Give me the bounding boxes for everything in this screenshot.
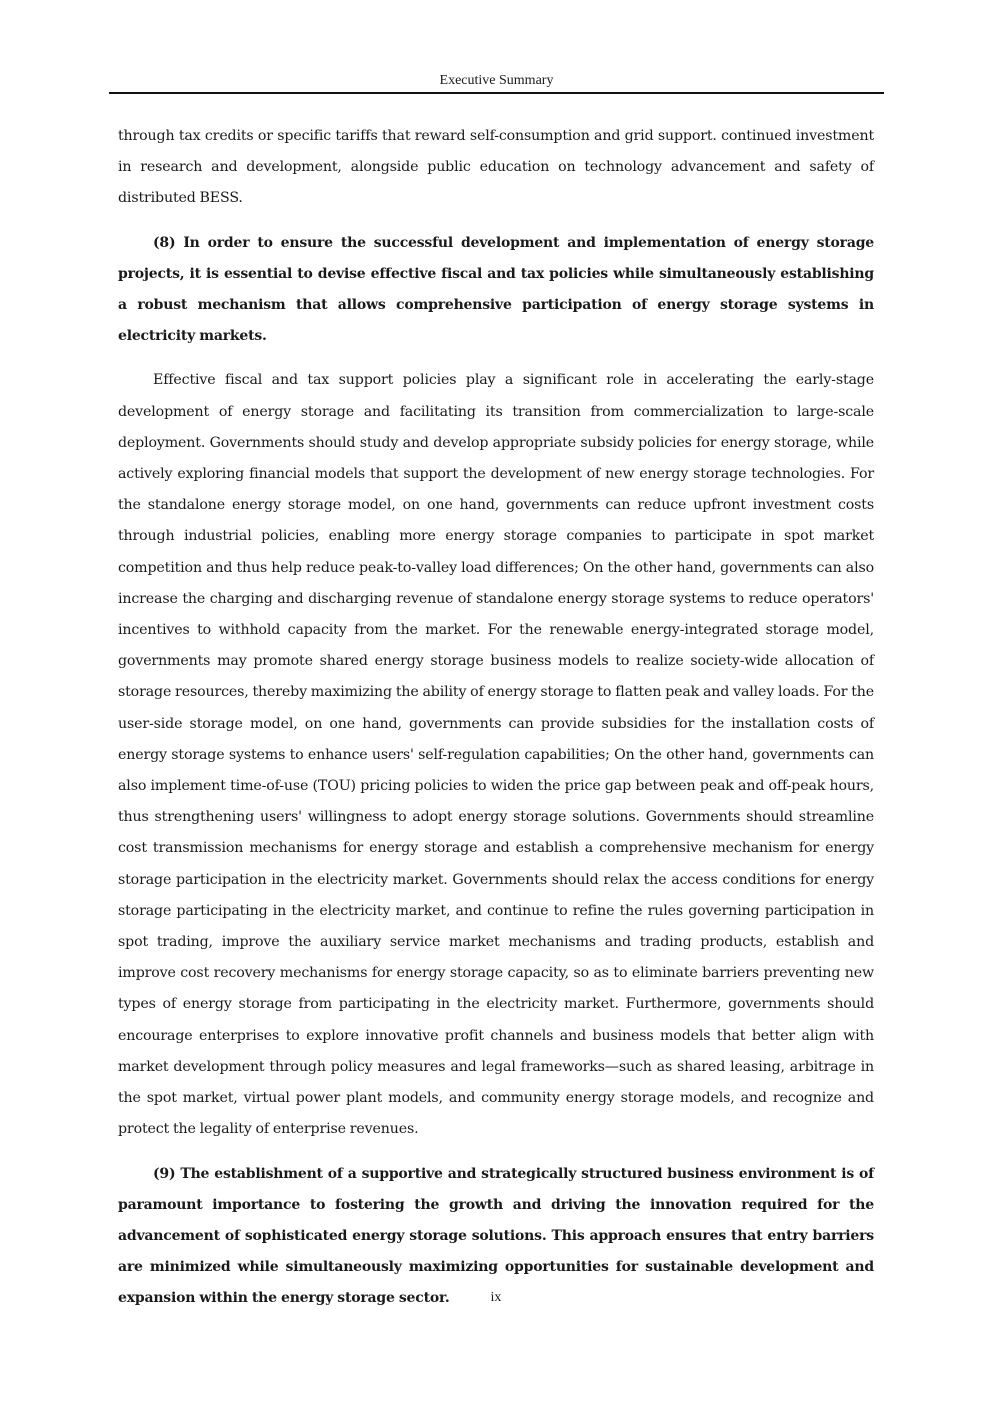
- header-title: Executive Summary: [439, 73, 554, 88]
- recommendation-9-heading: (9) The establishment of a supportive and strategically structured business environment is of paramount importance to fostering the growth and driving the innovation required for the advancement of sophisticated energy storage solutions. This approach ensures that entry barriers are minimized while simultaneously maximizing opportunities for sustainable development and expansion within the energy storage sector.: [118, 1165, 874, 1307]
- continuation-paragraph: through tax credits or specific tariffs that reward self-consumption and grid support. continued investment in research and development, alongside public education on technology advancement and safety of distributed BESS.: [118, 128, 874, 207]
- recommendation-8-heading: (8) In order to ensure the successful development and implementation of energy storage projects, it is essential to devise effective fiscal and tax policies while simultaneously establishing a robust mechanism that allows comprehensive participation of energy storage systems in electricity markets.: [118, 234, 874, 345]
- page-number: ix: [490, 1290, 502, 1305]
- recommendation-8-body: Effective fiscal and tax support policies play a significant role in accelerating the early-stage development of energy storage and facilitating its transition from commercialization to large-scale deployment. Governments should study and develop appropriate subsidy policies for energy storage, while actively exploring financial models that support the development of new energy storage technologies. For the standalone energy storage model, on one hand, governments can reduce upfront investment costs through industrial policies, enabling more energy storage companies to participate in spot market competition and thus help reduce peak-to-valley load differences; On the other hand, governments can also increase the charging and discharging revenue of standalone energy storage systems to reduce operators' incentives to withhold capacity from the market. For the renewable energy-integrated storage model, governments may promote shared energy storage business models to realize society-wide allocation of storage resources, thereby maximizing the ability of energy storage to flatten peak and valley loads. For the user-side storage model, on one hand, governments can provide subsidies for the installation costs of energy storage systems to enhance users' self-regulation capabilities; On the other hand, governments can also implement time-of-use (TOU) pricing policies to widen the price gap between peak and off-peak hours, thus strengthening users' willingness to adopt energy storage solutions. Governments should streamline cost transmission mechanisms for energy storage and establish a comprehensive mechanism for energy storage participation in the electricity market. Governments should relax the access conditions for energy storage participating in the electricity market, and continue to refine the rules governing participation in spot trading, improve the auxiliary service market mechanisms and trading products, establish and improve cost recovery mechanisms for energy storage capacity, so as to eliminate barriers preventing new types of energy storage from participating in the electricity market. Furthermore, governments should encourage enterprises to explore innovative profit channels and business models that better align with market development through policy measures and legal frameworks—such as shared leasing, arbitrage in the spot market, virtual power plant models, and community energy storage models, and recognize and protect the legality of enterprise revenues.: [118, 372, 874, 1138]
- running-header: [109, 72, 884, 94]
- page-body: [118, 121, 874, 1315]
